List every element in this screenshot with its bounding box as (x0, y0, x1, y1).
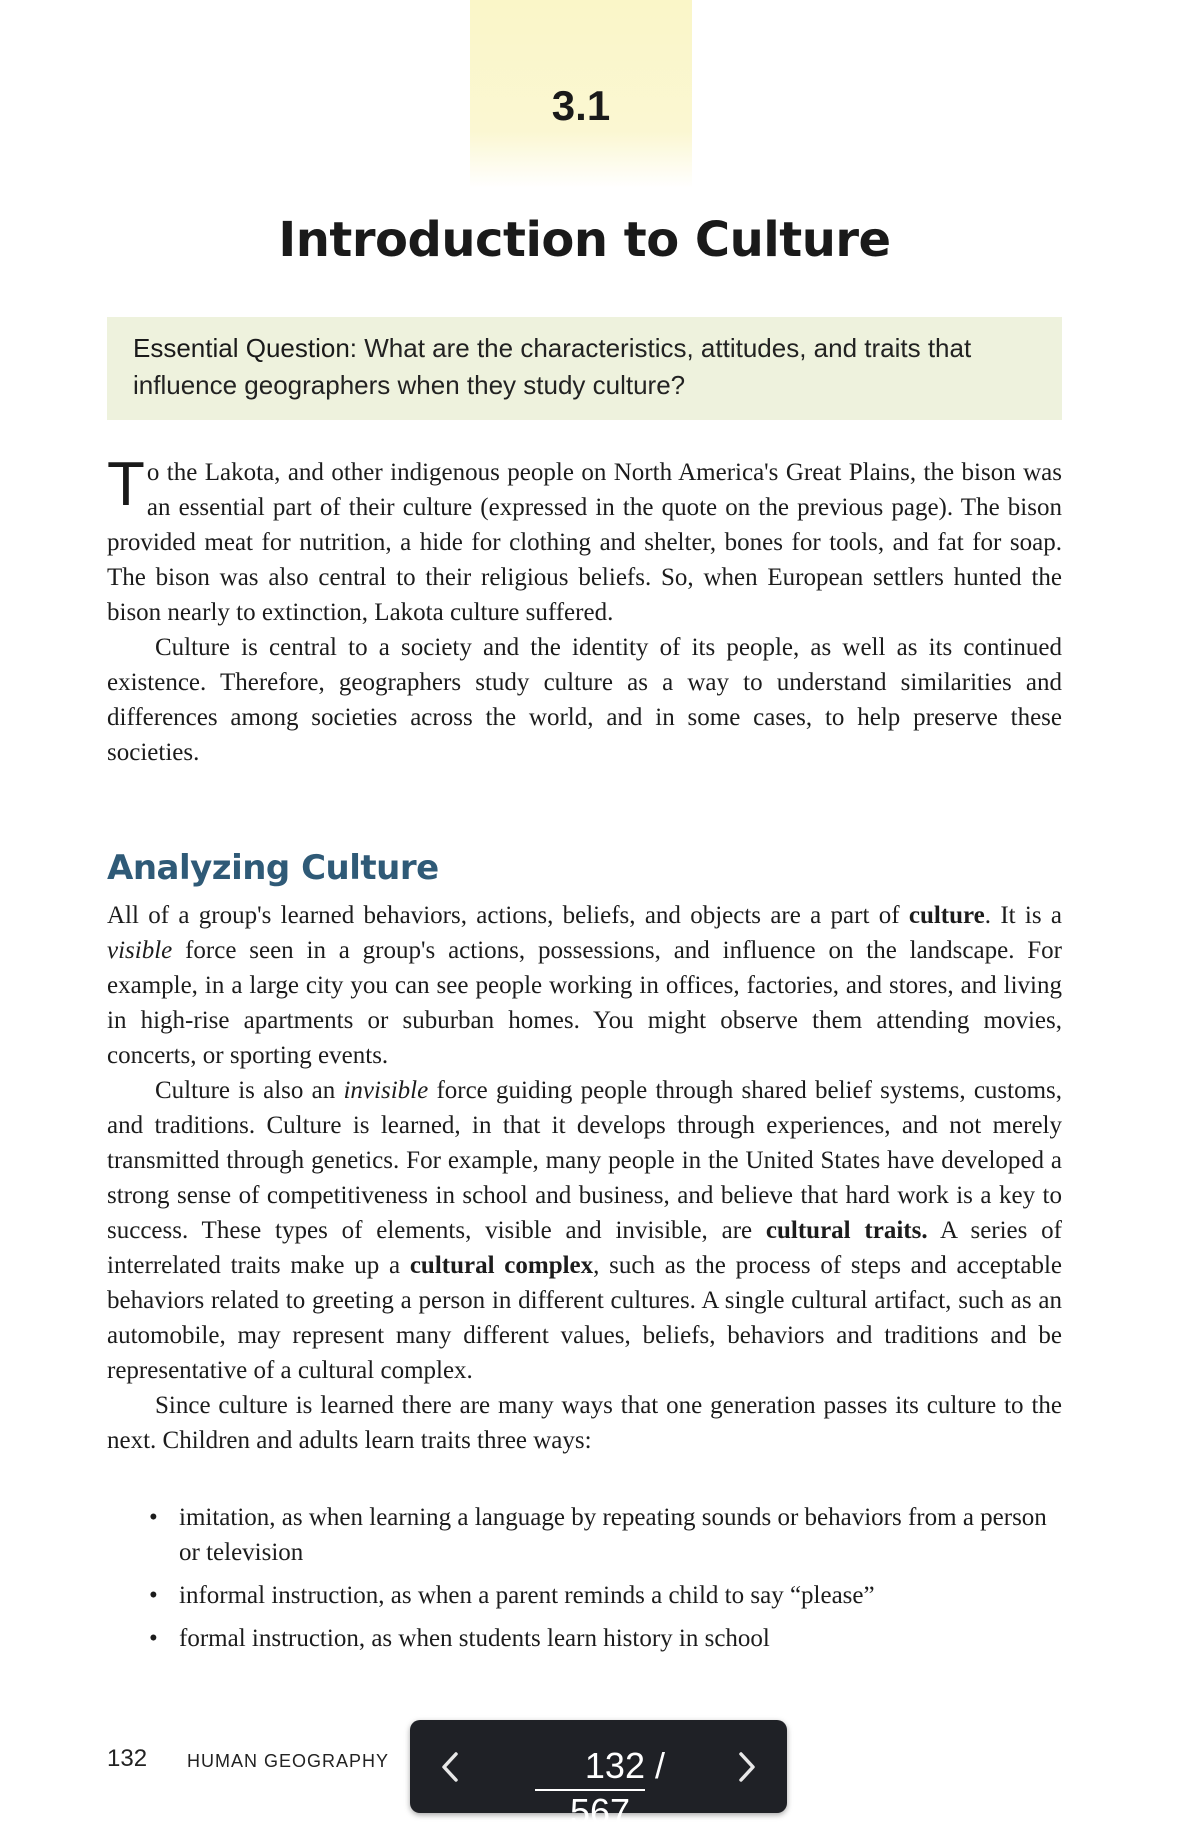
text-run: , such as the process of steps and acceptable behaviors related to greeting a person in different cultures. A single cultural artifact, such as an automobile, may represent many different values, beliefs, behaviors and traditions and be representative of a cultural complex. (107, 1252, 1062, 1384)
chevron-left-icon (439, 1750, 461, 1784)
footer-page-number: 132 (107, 1745, 148, 1772)
text-run: . It is a (984, 902, 1062, 929)
chevron-right-icon (736, 1750, 758, 1784)
analyzing-paragraph-1 (107, 898, 1062, 1073)
term-culture: culture (908, 902, 985, 929)
text-run: A series of interrelated traits make up a (107, 1217, 1063, 1279)
analyzing-paragraph-2 (107, 1073, 1062, 1388)
intro-text (107, 450, 1062, 770)
footer-book-title: HUMAN GEOGRAPHY (187, 1751, 390, 1771)
intro-paragraph-1 (107, 450, 1062, 630)
text-run: force guiding people through shared belief systems, customs, and traditions. Culture is learned, in that it develops through experiences, and not merely transmitted through genetics. For example, many people in the United States have developed a strong sense of competitiveness in school and business, and believe that hard work is a key to success. These types of elements, visible and invisible, are (107, 1077, 1063, 1244)
trait-learning-list (107, 1500, 1062, 1664)
previous-page-button[interactable] (420, 1720, 480, 1813)
list-item: • informal instruction, as when a parent reminds a child to say “please” (107, 1578, 1062, 1613)
text-run: force seen in a group's actions, possessions, and influence on the landscape. For example, in a large city you can see people working in offices, factories, and stores, and living in high-rise apartments or suburban homes. You might observe them attending movies, concerts, or sporting events. (107, 937, 1062, 1069)
intro-paragraph-2: Culture is central to a society and the identity of its people, as well as its continued existence. Therefore, geographers study culture as a way to understand similarities and differences among societies across the world, and in some cases, to help preserve these societies. (107, 634, 1062, 766)
analyzing-text (107, 898, 1062, 1458)
essential-question-text: What are the characteristics, attitudes, and traits that influence geographers when they study culture? (133, 333, 972, 400)
chapter-title: Introduction to Culture (278, 212, 891, 268)
intro-paragraph-1-text: o the Lakota, and other indigenous people on North America's Great Plains, the bison was an essential part of their culture (expressed in the quote on the previous page). The bison provided meat for nutrition, a hide for clothing and shelter, bones for tools, and fat for soap. The bison was also central to their religious beliefs. So, when European settlers hunted the bison nearly to extinction, Lakota culture suffered. (107, 459, 1062, 626)
next-page-button[interactable] (717, 1720, 777, 1813)
current-page-input[interactable]: 132 (535, 1745, 645, 1791)
section-number: 3.1 (551, 82, 611, 129)
page-navigator (410, 1720, 787, 1832)
section-heading: Analyzing Culture (107, 848, 439, 888)
total-pages: 567 (569, 1791, 631, 1832)
drop-cap: T (107, 450, 145, 519)
text-run: Culture is also an (155, 1077, 344, 1104)
analyzing-paragraph-3: Since culture is learned there are many ways that one generation passes its culture to the next. Children and adults learn traits three ways: (107, 1392, 1062, 1454)
emphasis-visible: visible (107, 937, 173, 964)
term-cultural-complex: cultural complex (409, 1252, 594, 1279)
term-cultural-traits: cultural traits. (765, 1217, 928, 1244)
text-run: All of a group's learned behaviors, actions, beliefs, and objects are a part of (107, 902, 909, 929)
essential-question-box (107, 317, 1062, 420)
page-indicator[interactable] (500, 1745, 700, 1833)
emphasis-invisible: invisible (343, 1077, 429, 1104)
page-separator: / (644, 1745, 665, 1786)
essential-question-label: Essential Question: (133, 333, 358, 363)
list-item: • imitation, as when learning a language by repeating sounds or behaviors from a person or television (107, 1500, 1062, 1570)
list-item: • formal instruction, as when students learn history in school (107, 1621, 1062, 1656)
